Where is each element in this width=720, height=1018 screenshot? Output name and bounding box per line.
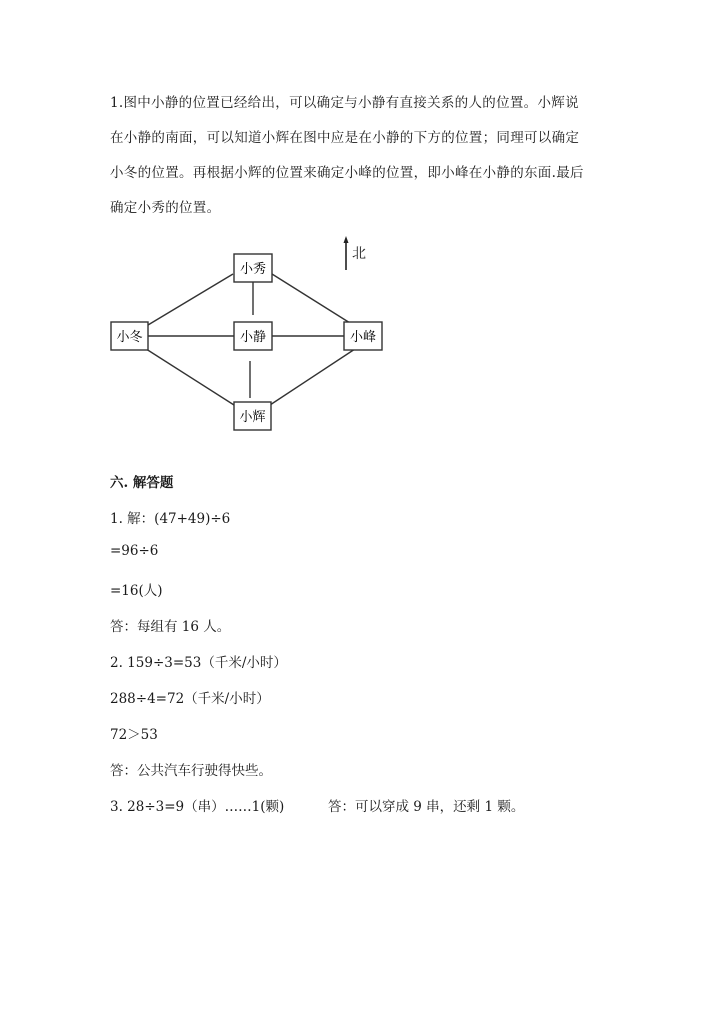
explanation-line: 确定小秀的位置。 bbox=[110, 200, 221, 216]
q1-line2: =96÷6 bbox=[110, 543, 159, 559]
section-title: 六. 解答题 bbox=[110, 475, 174, 491]
node-right-label: 小峰 bbox=[349, 330, 377, 345]
q2-answer: 答：公共汽车行驶得快些。 bbox=[110, 763, 272, 779]
explanation-line: 在小静的南面，可以知道小辉在图中应是在小静的下方的位置；同理可以确定 bbox=[110, 130, 580, 146]
position-diagram bbox=[0, 0, 720, 460]
q3-calc: 3. 28÷3=9（串）……1(颗) bbox=[110, 799, 285, 815]
node-top bbox=[234, 254, 272, 282]
node-center bbox=[234, 322, 272, 350]
node-center-label: 小静 bbox=[239, 330, 267, 345]
q2-line2: 288÷4=72（千米/小时） bbox=[110, 691, 270, 707]
q3-answer: 答：可以穿成 9 串，还剩 1 颗。 bbox=[328, 799, 525, 815]
edge-left-bottom bbox=[143, 347, 234, 405]
node-bottom bbox=[234, 402, 271, 430]
q2-line3: 72＞53 bbox=[110, 727, 158, 743]
edge-top-left bbox=[143, 274, 233, 328]
q1-answer: 答：每组有 16 人。 bbox=[110, 619, 231, 635]
node-bottom-label: 小辉 bbox=[239, 410, 266, 425]
node-left bbox=[111, 322, 148, 350]
node-left-label: 小冬 bbox=[116, 330, 143, 345]
edge-top-right bbox=[272, 274, 358, 328]
q1-line3: =16(人) bbox=[110, 583, 163, 599]
edge-right-bottom bbox=[270, 347, 358, 405]
node-right bbox=[344, 322, 382, 350]
q1-line1: 1. 解：(47+49)÷6 bbox=[110, 511, 231, 527]
north-label: 北 bbox=[352, 246, 366, 262]
explanation-line: 小冬的位置。再根据小辉的位置来确定小峰的位置，即小峰在小静的东面.最后 bbox=[110, 165, 584, 181]
north-arrow-icon bbox=[344, 236, 349, 270]
q2-line1: 2. 159÷3=53（千米/小时） bbox=[110, 655, 287, 671]
explanation-line: 1.图中小静的位置已经给出，可以确定与小静有直接关系的人的位置。小辉说 bbox=[110, 95, 579, 111]
node-top-label: 小秀 bbox=[239, 262, 267, 277]
